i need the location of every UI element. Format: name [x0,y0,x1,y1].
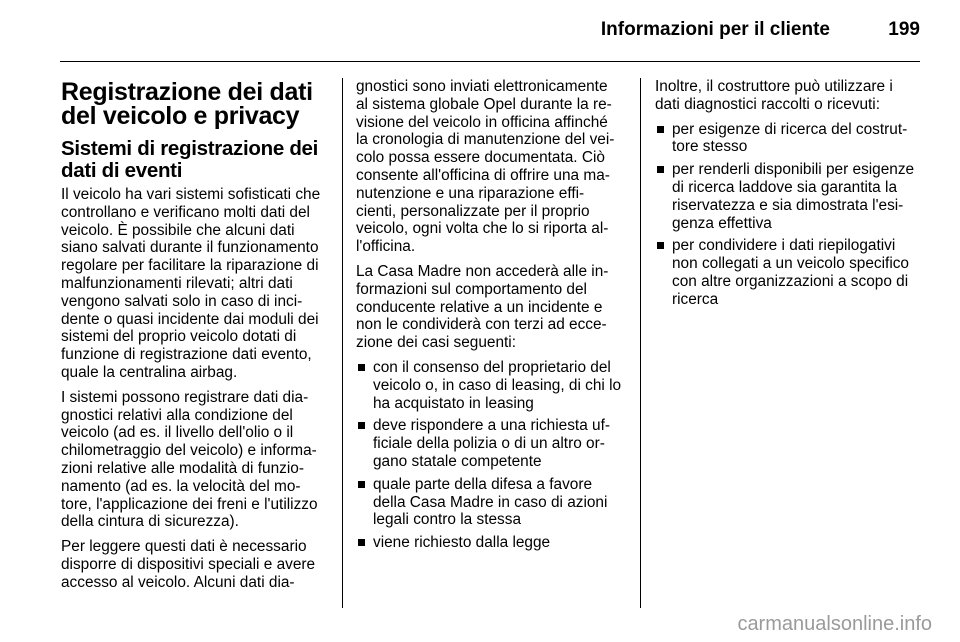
list-item: quale parte della difesa a favore della Casa Madre in caso di azioni legali contro la stessa [356,476,622,529]
list-item: con il consenso del proprietario del veicolo o, in caso di leasing, di chi lo ha acquistato in leasing [356,359,622,412]
paragraph-diagnostics: I sistemi possono registrare dati dia-gnostici relativi alla condizione del veicolo (ad es. il livello dell'olio o il chilometraggio del veicolo) e informa-zioni relative alle modalità di funzio-namento (ad es. la velocità del mo-tore, l'applicazione dei freni e l'utilizzo della cintura di sicurezza). [61,388,318,531]
paragraph-no-access: La Casa Madre non accederà alle in-formazioni sul comportamento del conducente relative a un incidente e non le condividerà con terzi ad ecce-zione dei casi seguenti: [356,262,609,352]
column-divider [640,78,641,608]
list-item: deve rispondere a una richiesta uf-ficiale della polizia o di un altro or-gano statale competente [356,417,622,470]
paragraph-manufacturer-use: Inoltre, il costruttore può utilizzare i dati diagnostici raccolti o ricevuti: [655,78,893,113]
subsection-title: Sistemi di registrazione dei dati di eventi [61,137,319,182]
section-title: Registrazione dei dati del veicolo e privacy [61,78,313,130]
watermark: carmanualsonline.info [737,613,932,635]
paragraph-reading-data-continued: gnostici sono inviati elettronicamente al sistema globale Opel durante la re-visione del veicolo in officina affinché la cronologia di manutenzione del vei-colo possa essere documentata. Ciò consente all'officina di offrire una ma-nutenzione e una riparazione effi-cienti, personalizzate per il proprio veicolo, ogni volta che lo si riporta al-l'officina. [356,78,615,256]
running-title: Informazioni per il cliente [600,19,830,40]
page-number: 199 [888,19,920,40]
list-item: per renderli disponibili per esigenze di ricerca laddove sia garantita la riservatezza e sia dimostrata l'esi-genza effettiva [655,161,921,232]
exceptions-list [356,359,622,552]
header-rule [60,61,920,62]
column-divider [342,78,343,608]
column-left [61,72,327,599]
list-item: per condividere i dati riepilogativi non collegati a un veicolo specifico con altre organizzazioni a scopo di ricerca [655,237,921,308]
column-middle [356,78,622,557]
paragraph-intro: Il veicolo ha vari sistemi sofisticati che controllano e verificano molti dati del veicolo. È possibile che alcuni dati siano salvati durante il funzionamento regolare per facilitare la riparazione di malfunzionamenti rilevati; altri dati vengono salvati solo in caso di inci-dente o quasi incidente dai moduli dei sistemi del proprio veicolo dotati di funzione di registrazione dati evento, quale la centralina airbag. [61,186,321,381]
list-item: per esigenze di ricerca del costrut-tore stesso [655,121,921,157]
list-item: viene richiesto dalla legge [356,534,622,552]
column-right [655,78,921,314]
page-header [60,0,920,60]
paragraph-reading-data: Per leggere questi dati è necessario disporre di dispositivi speciali e avere accesso al veicolo. Alcuni dati dia- [61,538,316,591]
uses-list [655,121,921,309]
